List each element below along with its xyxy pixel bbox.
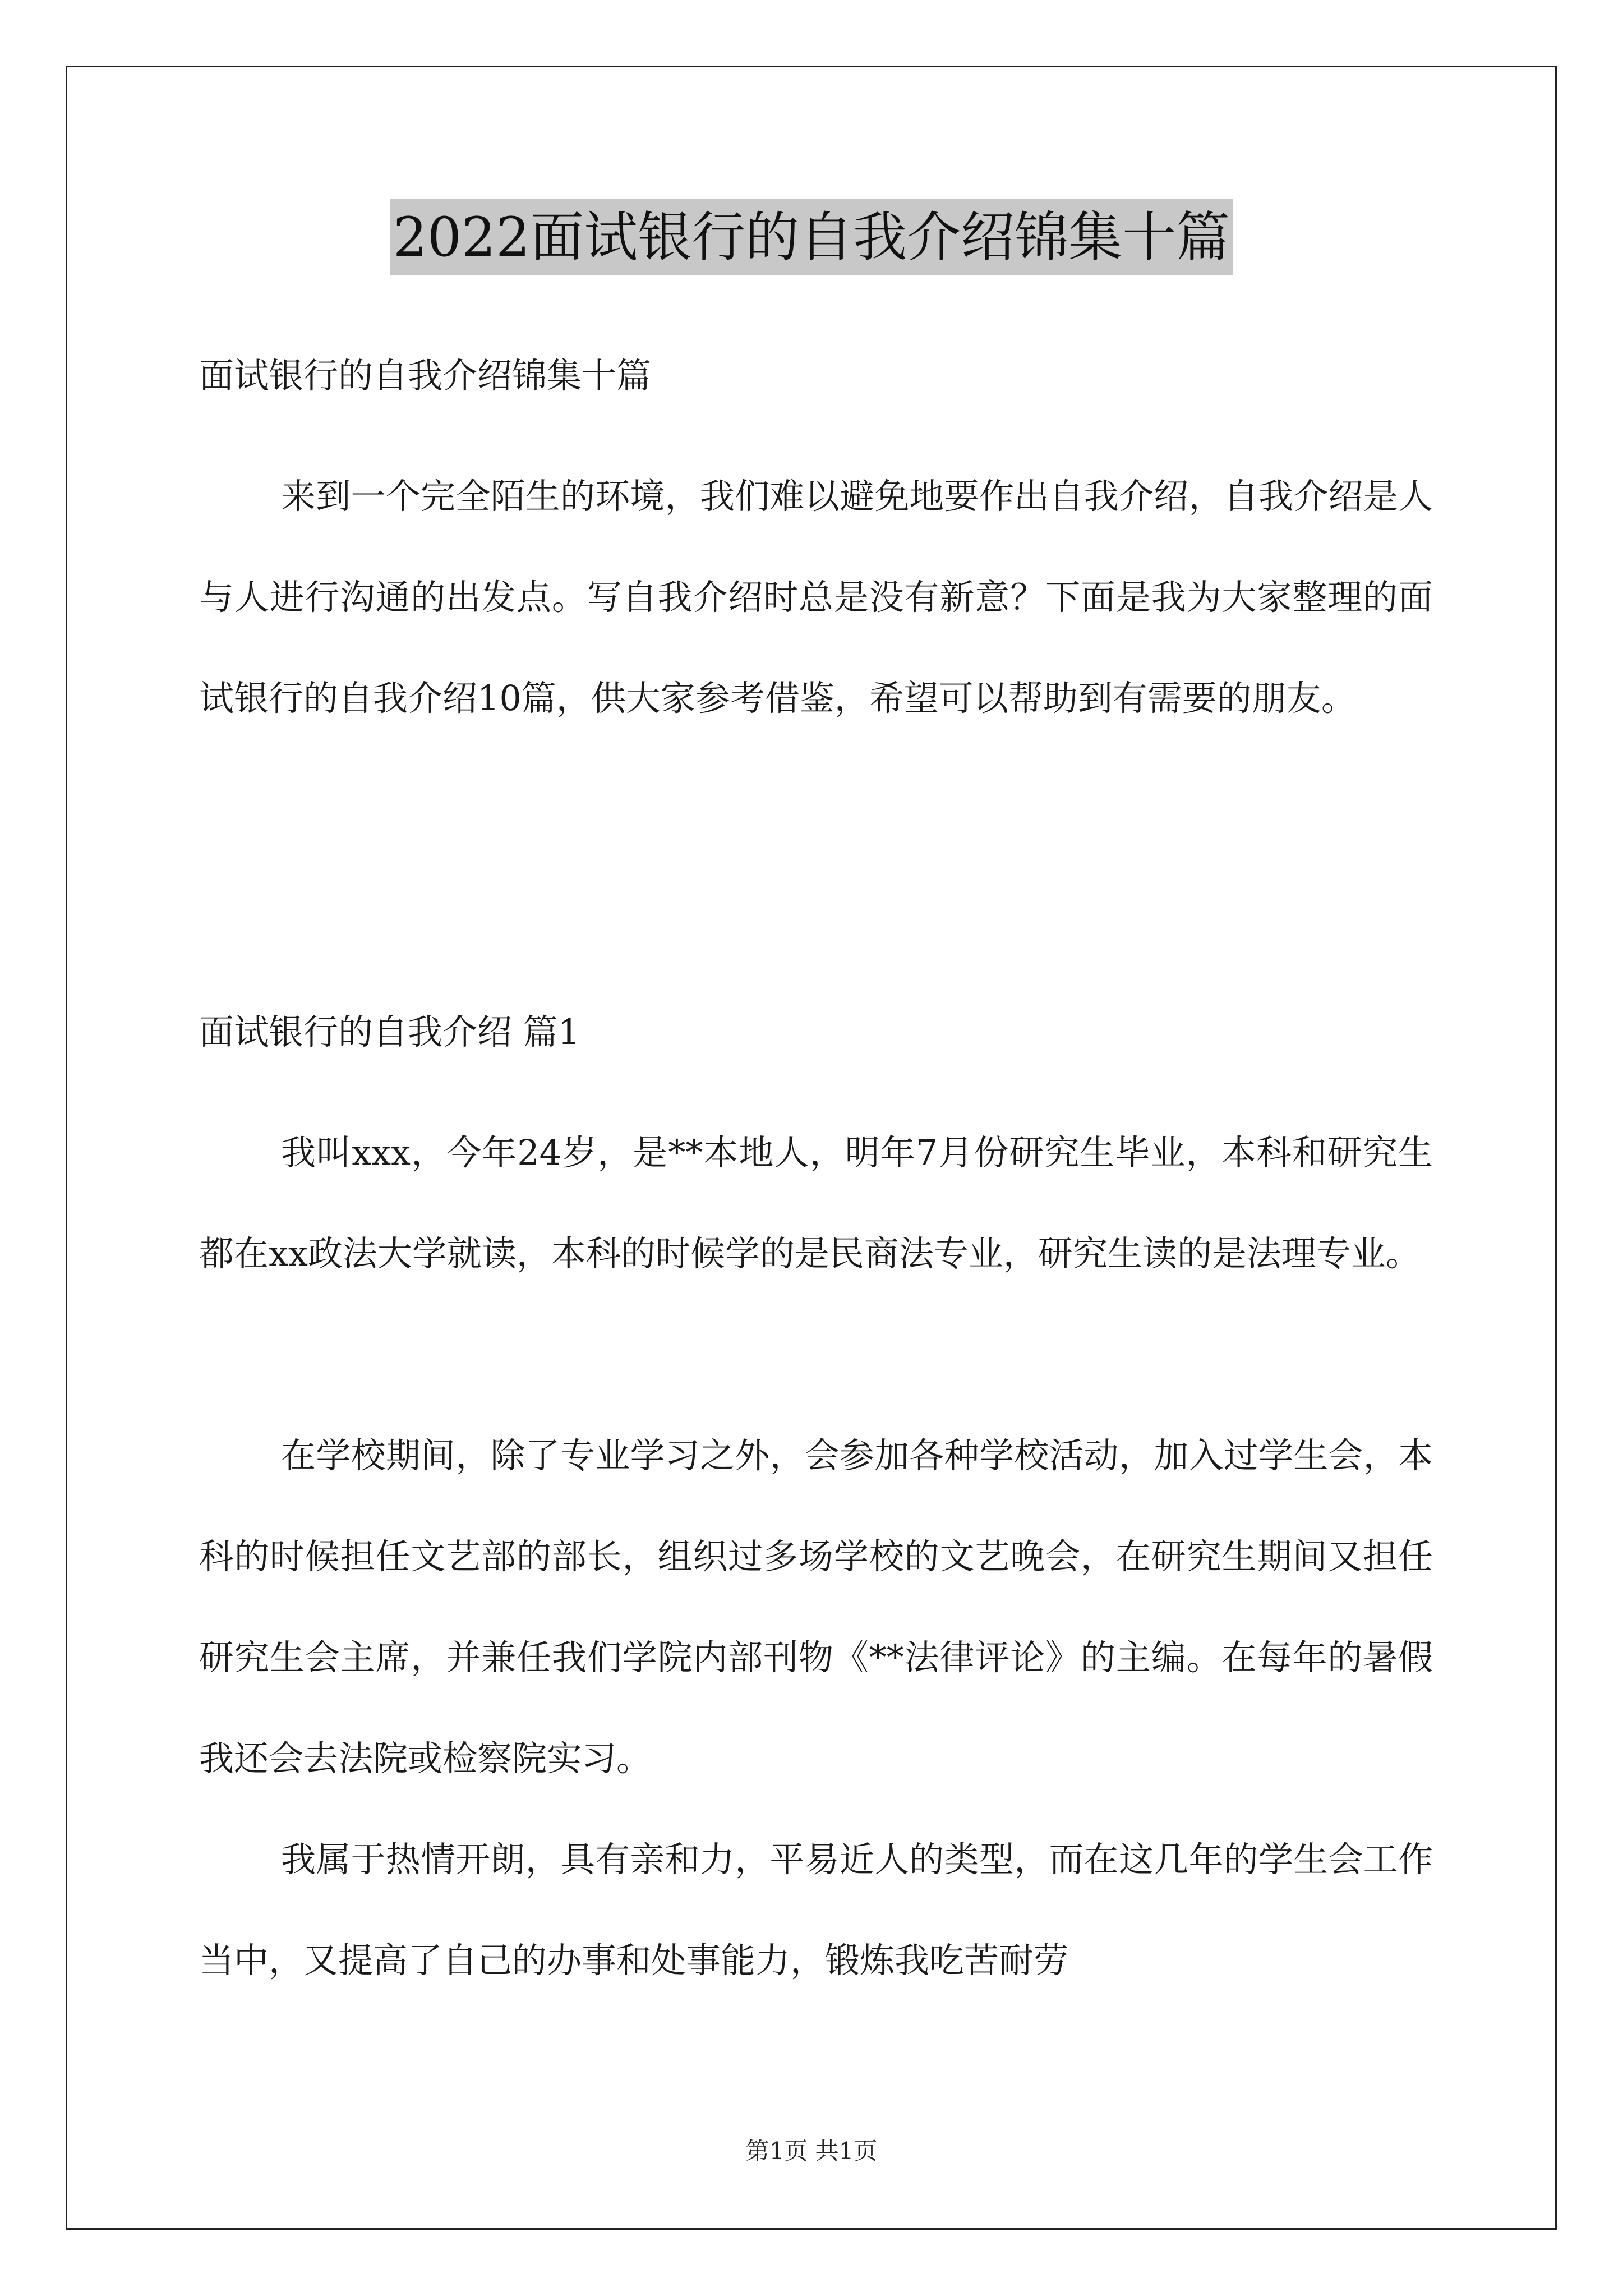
- document-subtitle: 面试银行的自我介绍锦集十篇: [199, 355, 652, 396]
- body-paragraph-1: 我叫xxx，今年24岁，是**本地人，明年7月份研究生毕业，本科和研究生都在xx政法大学就读，本科的时候学的是民商法专业，研究生读的是法理专业。: [199, 1132, 1433, 1274]
- section-heading: 面试银行的自我介绍 篇1: [199, 1011, 580, 1052]
- intro-paragraph: 来到一个完全陌生的环境，我们难以避免地要作出自我介绍，自我介绍是人与人进行沟通的出发点。写自我介绍时总是没有新意？下面是我为大家整理的面试银行的自我介绍10篇，供大家参考借鉴，希望可以帮助到有需要的朋友。: [199, 476, 1433, 719]
- document-title: 2022面试银行的自我介绍锦集十篇: [390, 199, 1233, 275]
- page-footer: 第1页 共1页: [745, 2137, 878, 2165]
- body-paragraph-2: 在学校期间，除了专业学习之外，会参加各种学校活动，加入过学生会，本科的时候担任文艺部的部长，组织过多场学校的文艺晚会，在研究生期间又担任研究生会主席，并兼任我们学院内部刊物《**法律评论》的主编。在每年的暑假我还会去法院或检察院实习。: [199, 1435, 1433, 1779]
- title-container: [0, 199, 1623, 275]
- body-paragraph-3: 我属于热情开朗，具有亲和力，平易近人的类型，而在这几年的学生会工作当中，又提高了自己的办事和处事能力，锻炼我吃苦耐劳: [199, 1839, 1433, 1981]
